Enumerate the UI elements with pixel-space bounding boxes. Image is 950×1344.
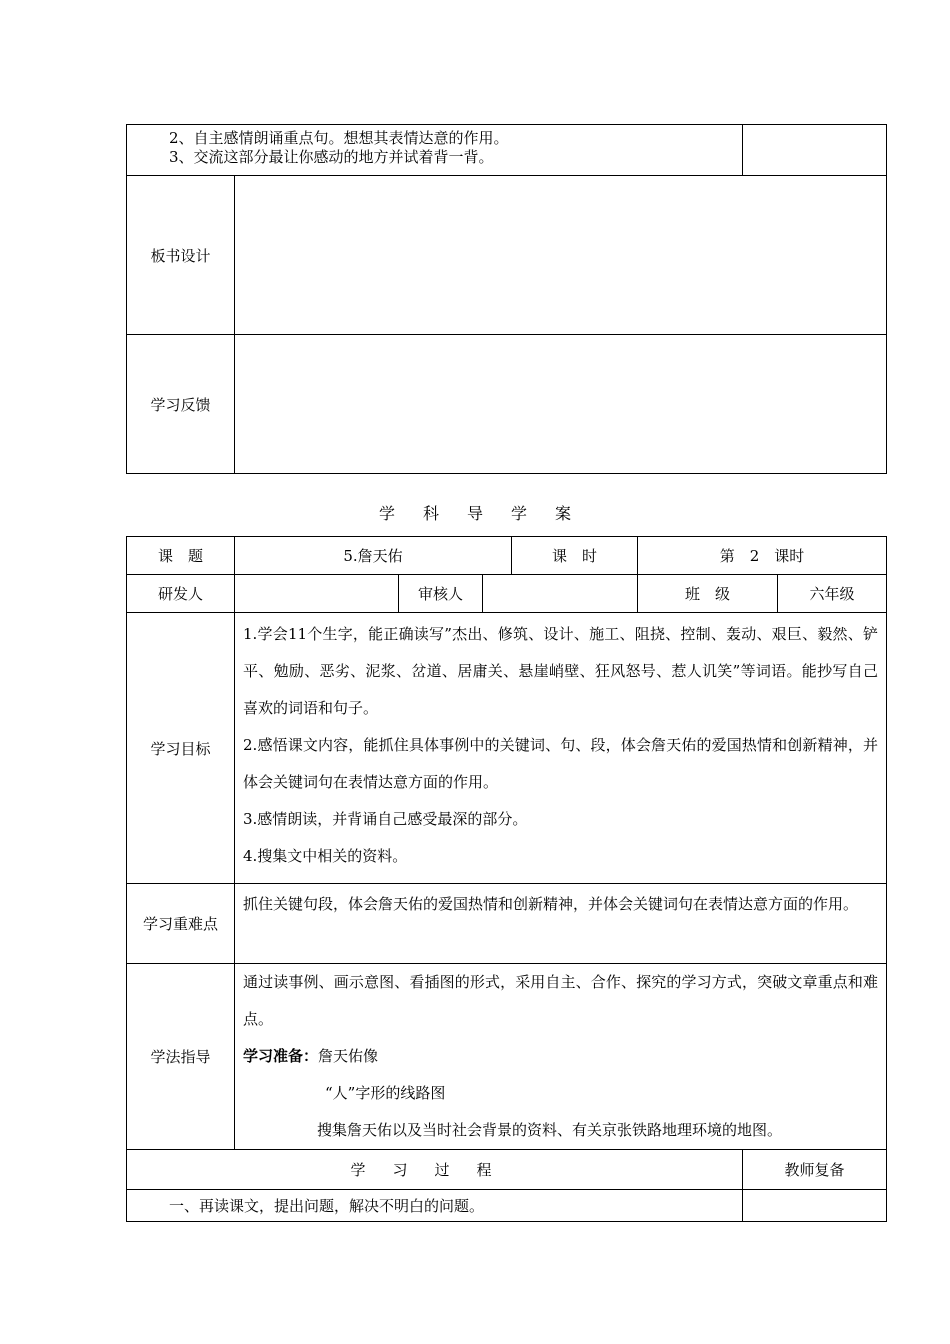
board-design-content (235, 176, 887, 335)
period-value: 第 2 课时 (638, 537, 887, 575)
goals-content (235, 613, 887, 884)
prep-item: 詹天佑像 (318, 1047, 379, 1065)
process-label-text: 学习过程 (350, 1161, 519, 1179)
page-title: 学科导学案 (378, 504, 599, 523)
continued-step-line: 2、自主感情朗诵重点句。想想其表情达意的作用。 (169, 129, 509, 147)
reviewer-value (483, 575, 638, 613)
goals-label: 学习目标 (127, 613, 235, 884)
header-table (126, 536, 887, 613)
topic-label: 课 题 (127, 537, 235, 575)
teacher-label: 教师复备 (743, 1150, 887, 1190)
first-step-teacher-cell (743, 1190, 887, 1222)
prep-label: 学习准备： (243, 1047, 319, 1065)
teacher-notes-cell (743, 125, 887, 176)
prep-item: “人”字形的线路图 (325, 1084, 446, 1102)
main-table (126, 612, 887, 1222)
method-content (235, 964, 887, 1150)
difficulty-content: 抓住关键句段，体会詹天佑的爱国热情和创新精神，并体会关键词句在表情达意方面的作用。 (235, 884, 887, 964)
developer-label: 研发人 (127, 575, 235, 613)
process-label (127, 1150, 743, 1190)
first-step: 一、再读课文，提出问题，解决不明白的问题。 (127, 1190, 743, 1222)
top-table (126, 124, 887, 474)
method-text: 通过读事例、画示意图、看插图的形式，采用自主、合作、探究的学习方式，突破文章重点和难点。 (243, 973, 878, 1028)
developer-value (235, 575, 399, 613)
reviewer-label: 审核人 (399, 575, 483, 613)
difficulty-label: 学习重难点 (127, 884, 235, 964)
continued-steps-cell (127, 125, 743, 176)
goal-item: 3.感情朗读，并背诵自己感受最深的部分。 (243, 810, 528, 828)
prep-line (243, 1038, 878, 1075)
topic-value: 5.詹天佑 (235, 537, 512, 575)
period-label: 课 时 (512, 537, 638, 575)
class-label: 班 级 (638, 575, 778, 613)
goal-item: 4.搜集文中相关的资料。 (243, 847, 408, 865)
goal-item: 2.感悟课文内容，能抓住具体事例中的关键词、句、段，体会詹天佑的爱国热情和创新精神，并体会关键词句在表情达意方面的作用。 (243, 736, 878, 791)
feedback-label: 学习反馈 (127, 335, 235, 474)
class-value: 六年级 (778, 575, 887, 613)
method-label: 学法指导 (127, 964, 235, 1150)
prep-item: 搜集詹天佑以及当时社会背景的资料、有关京张铁路地理环境的地图。 (317, 1121, 783, 1139)
board-design-label: 板书设计 (127, 176, 235, 335)
feedback-content (235, 335, 887, 474)
goal-item: 1.学会11个生字，能正确读写”杰出、修筑、设计、施工、阻挠、控制、轰动、艰巨、毅然、铲平、勉励、恶劣、泥浆、岔道、居庸关、悬崖峭壁、狂风怒号、惹人讥笑”等词语。能抄写自己喜欢的词语和句子。 (243, 625, 878, 717)
continued-step-line: 3、交流这部分最让你感动的地方并试着背一背。 (169, 148, 494, 166)
